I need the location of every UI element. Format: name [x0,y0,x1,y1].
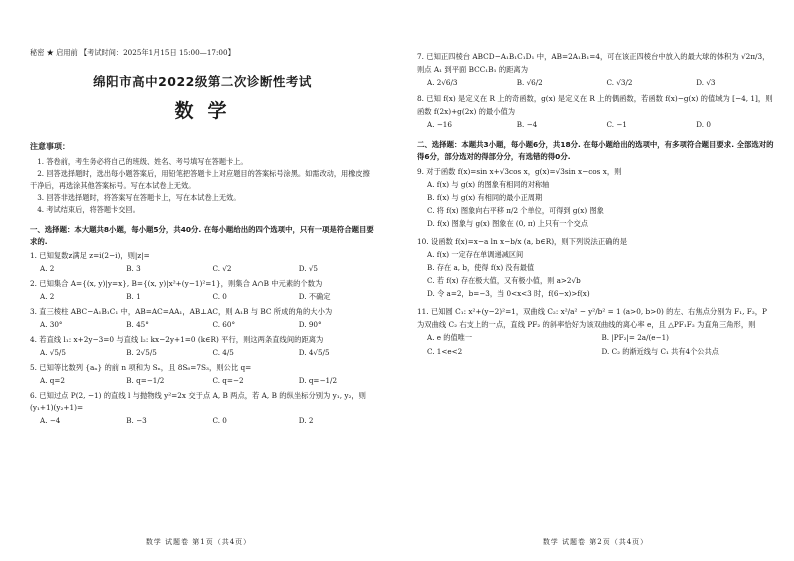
options-2 [30,290,375,303]
question-8: 8. 已知 f(x) 是定义在 R 上的奇函数，g(x) 是定义在 R 上的偶函数，若函数 f(x)−g(x) 的值域为 [−4, 1]，则函数 f(2x)+g(2x) 的最小值为 [417,94,773,116]
exam-title: 绵阳市高中2022级第二次诊断性考试 [93,74,312,89]
question-4: 4. 若直线 l₁: x+2y−3=0 与直线 l₂: kx−2y+1=0 (k∈R) 平行，则这两条直线间的距离为 [30,335,324,344]
secret-line: 秘密 ★ 启用前 【考试时间：2025年1月15日 15:00—17:00】 [30,48,235,57]
option: C. √2 [212,264,232,273]
option: A. f(x) 与 g(x) 的图象有相同的对称轴 [427,180,550,189]
option: A. f(x) 一定存在单调递减区间 [427,250,524,259]
option: B. q=−1/2 [126,376,165,385]
option: D. C₂ 的渐近线与 C₁ 共有4个公共点 [601,347,719,356]
question-5: 5. 已知等比数列 {aₙ} 的前 n 项和为 Sₙ，且 8S₆=7S₃，则公比 q= [30,363,252,372]
question-7: 7. 已知正四棱台 ABCD−A₁B₁C₁D₁ 中，AB=2A₁B₁=4，可在该正四棱台中放入的最大球的体积为 √2π/3，则点 A₁ 到平面 BCC₁B₁ 的距离为 [417,52,770,74]
options-3 [30,318,375,331]
option: C. 1<e<2 [427,347,463,356]
options-5 [30,374,375,387]
option: B. −3 [126,416,147,425]
options-7 [417,76,776,89]
option: D. 4√5/5 [298,348,330,357]
option: D. √3 [696,78,716,87]
option: D. 90° [298,320,322,329]
option: D. f(x) 图象与 g(x) 图象在 (0, π) 上只有一个交点 [427,219,588,228]
question-11: 11. 已知圆 C₁: x²+(y−2)²=1，双曲线 C₂: x²/a² − y²/b² = 1 (a>0, b>0) 的左、右焦点分别为 F₁, F₂，P 为双曲线 C₂ 右支上的一点，直线 PF₂ 的斜率恰好为该双曲线的离心率 e，且 △PF₁F₂ 为直角三角形，则 [417,307,767,329]
option: B. 45° [126,320,149,329]
notice-item: 4. 考试结束后，将答题卡交回。 [37,205,140,214]
option: A. 2 [40,292,55,301]
option: B. 3 [126,264,141,273]
option: A. −16 [427,120,452,129]
option: B. f(x) 与 g(x) 有相同的最小正周期 [427,193,543,202]
option: C. 60° [212,320,236,329]
option: D. 2 [298,416,314,425]
options-8 [417,118,776,131]
option: A. e 的值唯一 [427,333,473,342]
question-3: 3. 直三棱柱 ABC−A₁B₁C₁ 中，AB=AC=AA₁，AB⊥AC，则 A₁B 与 BC 所成的角的大小为 [30,307,333,316]
question-10: 10. 设函数 f(x)=x−a ln x−b/x (a, b∈R)，则下列说法正确的是 [417,237,628,246]
option: C. 4/5 [212,348,234,357]
notice-heading: 注意事项： [30,142,70,151]
option: A. 2√6/3 [427,78,458,87]
question-6: 6. 已知过点 P(2, −1) 的直线 l 与抛物线 y²=2x 交于点 A, B 两点，若 A, B 的纵坐标分别为 y₁, y₂，则 (y₁+1)(y₂+1)= [30,391,366,412]
right-page [397,0,794,561]
section-one-heading: 一、选择题：本大题共8小题，每小题5分，共40分. 在每小题给出的四个选项中，只有一项是符合题目要求的. [30,225,374,246]
options-11-row-2 [417,345,776,359]
option: B. 2√5/5 [126,348,157,357]
option: C. q=−2 [212,376,244,385]
option: D. √5 [298,264,318,273]
option: B. √6/2 [516,78,543,87]
notice-item: 1. 答卷前，考生务必将自己的班级、姓名、考号填写在答题卡上。 [37,157,248,166]
option: A. q=2 [40,376,65,385]
option: A. √5/5 [40,348,66,357]
option: C. 若 f(x) 存在极大值，又有极小值，则 a>2√b [427,276,581,285]
option: A. −4 [40,416,61,425]
options-4 [30,346,375,359]
options-11-row-1 [417,331,776,345]
option: B. |PF₂|= 2a/(e−1) [601,333,669,342]
options-1 [30,262,375,275]
option: D. 不确定 [298,292,331,301]
option: C. √3/2 [606,78,633,87]
page-footer: 数学 试题卷 第2页（共4页） [542,538,649,546]
option: D. 0 [696,120,711,129]
option: C. −1 [606,120,627,129]
option: C. 0 [212,292,227,301]
option: C. 将 f(x) 图象向右平移 π/2 个单位，可得到 g(x) 图象 [427,206,604,215]
question-2: 2. 已知集合 A={(x, y)|y=x}, B={(x, y)|x²+(y−1)²=1}，则集合 A∩B 中元素的个数为 [30,279,323,288]
page-footer: 数学 试题卷 第1页（共4页） [145,538,252,546]
notice-item: 3. 回答非选择题时，将答案写在答题卡上，写在本试卷上无效。 [37,193,241,202]
option: C. 0 [212,416,227,425]
question-9: 9. 对于函数 f(x)=sin x+√3cos x，g(x)=√3sin x−cos x，则 [417,167,622,176]
option: A. 2 [40,264,55,273]
subject-title: 数学 [174,100,241,122]
option: B. 存在 a, b，使得 f(x) 没有最值 [427,263,535,272]
option: A. 30° [40,320,63,329]
option: B. 1 [126,292,141,301]
section-two-heading: 二、选择题：本题共3小题，每小题6分，共18分. 在每小题给出的选项中，有多项符合题目要求. 全部选对的得6分，部分选对的得部分分，有选错的得0分. [417,140,774,161]
question-1: 1. 已知复数z满足 z=i(2−i)，则|z|= [30,251,150,260]
options-6 [30,414,375,427]
option: D. 令 a=2，b=−3，当 0<x<3 时，f(6−x)>f(x) [427,289,590,298]
notice-item: 2. 回答选择题时，选出每小题答案后，用铅笔把答题卡上对应题目的答案标号涂黑。如需改动，用橡皮擦干净后，再选涂其他答案标号。写在本试卷上无效。 [30,169,370,190]
option: D. q=−1/2 [298,376,338,385]
option: B. −4 [516,120,538,129]
